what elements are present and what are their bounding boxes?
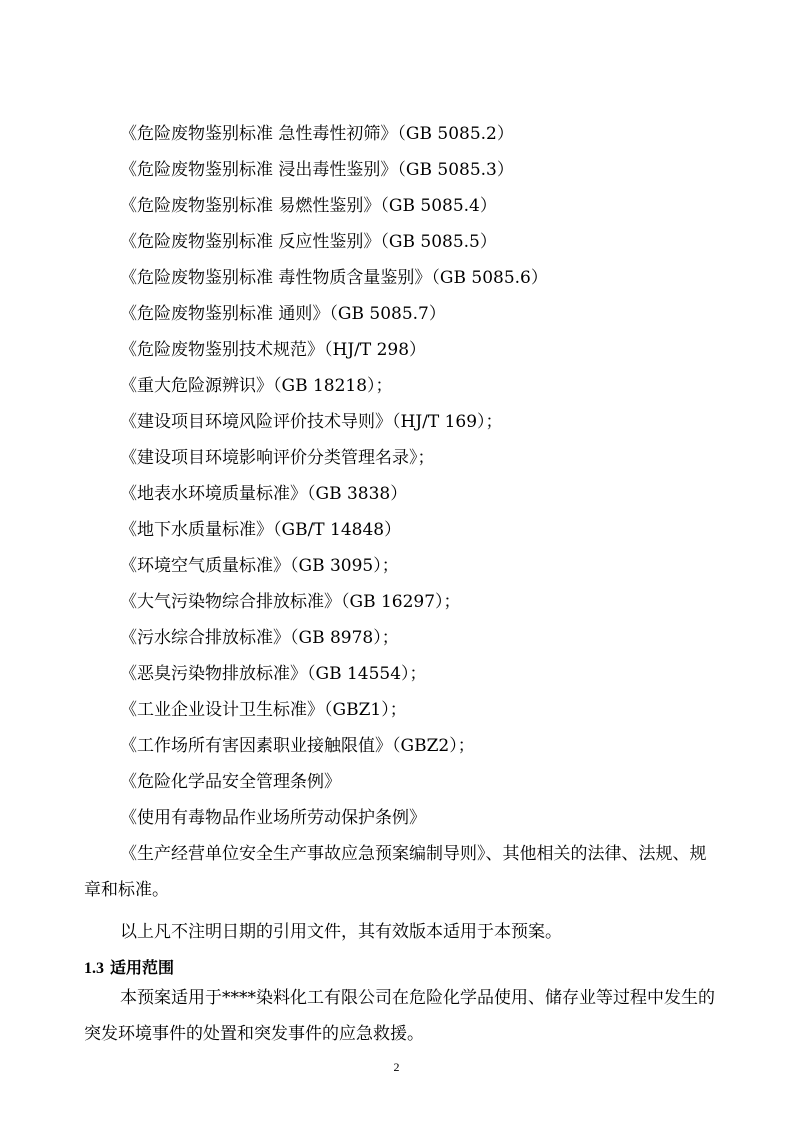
page-number: 2 (393, 1060, 400, 1074)
section-title: 适用范围 (110, 958, 175, 977)
reference-item: 《恶臭污染物排放标准》（GB 14554）； (120, 664, 427, 684)
last-reference-paragraph: 《生产经营单位安全生产事故应急预案编制导则》、其他相关的法律、法规、规章和标准。 (84, 844, 707, 900)
reference-item: 《危险废物鉴别技术规范》（HJ/T 298） (120, 340, 427, 360)
reference-item: 《危险废物鉴别标准 浸出毒性鉴别》（GB 5085.3） (120, 160, 514, 180)
validity-note: 以上凡不注明日期的引用文件，其有效版本适用于本预案。 (120, 922, 562, 942)
section-body: 本预案适用于****染料化工有限公司在危险化学品使用、储存业等过程中发生的突发环境事件的处置和突发事件的应急救援。 (84, 988, 715, 1044)
reference-item: 《工作场所有害因素职业接触限值》（GBZ2）； (120, 736, 475, 756)
reference-item: 《危险废物鉴别标准 易燃性鉴别》（GB 5085.4） (120, 196, 497, 216)
reference-item: 《地表水环境质量标准》（GB 3838） (120, 484, 408, 504)
reference-item: 《污水综合排放标准》（GB 8978）； (120, 628, 399, 648)
reference-item: 《重大危险源辨识》（GB 18218）； (120, 376, 393, 396)
reference-item: 《地下水质量标准》（GB/T 14848） (120, 520, 402, 540)
reference-item: 《危险废物鉴别标准 通则》（GB 5085.7） (120, 304, 446, 324)
section-number: 1.3 (84, 960, 104, 977)
reference-item: 《危险废物鉴别标准 毒性物质含量鉴别》（GB 5085.6） (120, 268, 548, 288)
reference-item: 《环境空气质量标准》（GB 3095）； (120, 556, 399, 576)
section-heading (84, 954, 174, 982)
reference-item: 《大气污染物综合排放标准》（GB 16297）； (120, 592, 461, 612)
reference-list (0, 116, 793, 836)
reference-item: 《建设项目环境风险评价技术导则》（HJ/T 169）； (120, 412, 503, 432)
reference-item: 《建设项目环境影响评价分类管理名录》； (120, 448, 435, 468)
reference-item: 《工业企业设计卫生标准》（GBZ1）； (120, 700, 407, 720)
reference-item: 《危险废物鉴别标准 急性毒性初筛》（GB 5085.2） (120, 124, 514, 144)
reference-item: 《危险废物鉴别标准 反应性鉴别》（GB 5085.5） (120, 232, 497, 252)
reference-item: 《危险化学品安全管理条例》 (120, 772, 341, 792)
reference-item: 《使用有毒物品作业场所劳动保护条例》 (120, 808, 426, 828)
